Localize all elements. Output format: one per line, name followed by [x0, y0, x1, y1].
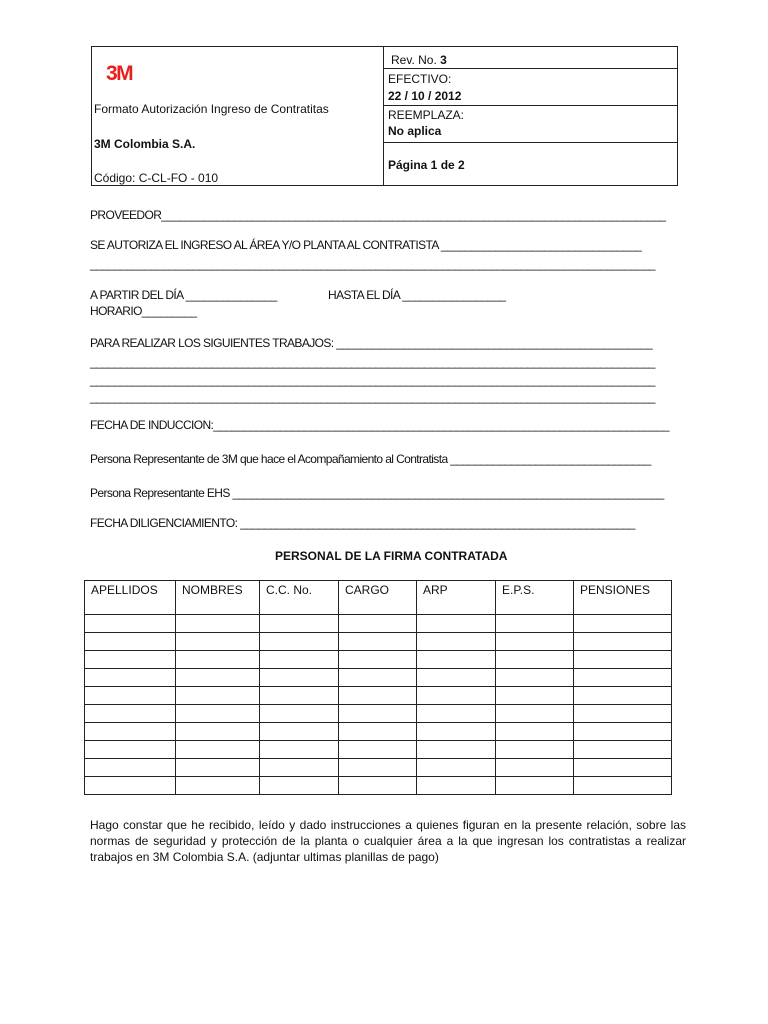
table-cell[interactable] — [339, 651, 417, 669]
table-cell[interactable] — [260, 777, 339, 795]
table-cell[interactable] — [176, 651, 260, 669]
table-cell[interactable] — [176, 723, 260, 741]
table-cell[interactable] — [176, 741, 260, 759]
table-cell[interactable] — [496, 633, 574, 651]
table-cell[interactable] — [417, 705, 496, 723]
table-cell[interactable] — [339, 633, 417, 651]
work-description-line[interactable]: _____________________________________________________________________________________________ — [90, 390, 655, 404]
contratista-field[interactable]: SE AUTORIZA EL INGRESO AL ÁREA Y/O PLANTA AL CONTRATISTA _________________________________ — [90, 238, 642, 252]
column-header: PENSIONES — [574, 581, 672, 615]
table-cell[interactable] — [574, 705, 672, 723]
schedule-field[interactable]: HORARIO_________ — [90, 304, 197, 318]
revision — [391, 53, 447, 67]
table-cell[interactable] — [417, 615, 496, 633]
table-header-row — [85, 581, 672, 615]
table-cell[interactable] — [496, 741, 574, 759]
table-cell[interactable] — [339, 687, 417, 705]
table-cell[interactable] — [574, 615, 672, 633]
table-cell[interactable] — [574, 633, 672, 651]
table-cell[interactable] — [574, 777, 672, 795]
end-date-field[interactable]: HASTA EL DÍA _________________ — [328, 288, 506, 302]
table-cell[interactable] — [85, 777, 176, 795]
table-cell[interactable] — [574, 759, 672, 777]
table-cell[interactable] — [496, 687, 574, 705]
table-row — [85, 741, 672, 759]
table-row — [85, 705, 672, 723]
certification-statement: Hago constar que he recibido, leído y dado instrucciones a quienes figuran en la presente relación, sobre las normas de seguridad y protección de la planta o cualquier área a la que ingresan los contratistas a realizar trabajos en 3M Colombia S.A. (adjuntar ultimas planillas de pago) — [90, 818, 686, 864]
table-cell[interactable] — [417, 723, 496, 741]
table-cell[interactable] — [260, 759, 339, 777]
table-cell[interactable] — [496, 759, 574, 777]
personnel-table — [84, 580, 672, 795]
table-cell[interactable] — [496, 723, 574, 741]
table-cell[interactable] — [260, 723, 339, 741]
table-cell[interactable] — [85, 633, 176, 651]
table-cell[interactable] — [176, 759, 260, 777]
table-cell[interactable] — [260, 615, 339, 633]
column-header: C.C. No. — [260, 581, 339, 615]
table-cell[interactable] — [176, 633, 260, 651]
table-cell[interactable] — [260, 687, 339, 705]
table-cell[interactable] — [496, 705, 574, 723]
work-description-line[interactable]: _____________________________________________________________________________________________ — [90, 355, 655, 369]
efectivo-date: 22 / 10 / 2012 — [388, 89, 462, 103]
table-row — [85, 723, 672, 741]
table-cell[interactable] — [85, 741, 176, 759]
table-cell[interactable] — [176, 777, 260, 795]
table-cell[interactable] — [496, 669, 574, 687]
company-name: 3M Colombia S.A. — [94, 137, 196, 151]
table-cell[interactable] — [176, 615, 260, 633]
table-cell[interactable] — [85, 705, 176, 723]
table-cell[interactable] — [417, 759, 496, 777]
start-date-field[interactable]: A PARTIR DEL DÍA _______________ — [90, 288, 277, 302]
table-row — [85, 669, 672, 687]
company-logo: 3M — [106, 62, 133, 85]
table-cell[interactable] — [339, 741, 417, 759]
table-cell[interactable] — [339, 615, 417, 633]
table-row — [85, 759, 672, 777]
table-cell[interactable] — [417, 741, 496, 759]
table-cell[interactable] — [574, 651, 672, 669]
form-code: Código: C-CL-FO - 010 — [94, 171, 219, 185]
column-header: E.P.S. — [496, 581, 574, 615]
table-cell[interactable] — [574, 669, 672, 687]
table-cell[interactable] — [496, 615, 574, 633]
table-cell[interactable] — [260, 633, 339, 651]
table-row — [85, 687, 672, 705]
header-box — [91, 46, 678, 186]
revision-value: 3 — [440, 53, 447, 67]
header-rule — [383, 68, 678, 69]
personnel-title: PERSONAL DE LA FIRMA CONTRATADA — [275, 549, 508, 563]
table-cell[interactable] — [85, 723, 176, 741]
table-cell[interactable] — [574, 723, 672, 741]
table-cell[interactable] — [496, 651, 574, 669]
table-cell[interactable] — [260, 651, 339, 669]
table-cell[interactable] — [176, 687, 260, 705]
work-description-field[interactable]: PARA REALIZAR LOS SIGUIENTES TRABAJOS: ____________________________________________________ — [90, 336, 653, 350]
column-header: CARGO — [339, 581, 417, 615]
table-row — [85, 615, 672, 633]
table-cell[interactable] — [339, 669, 417, 687]
table-cell[interactable] — [339, 777, 417, 795]
table-row — [85, 633, 672, 651]
table-cell[interactable] — [339, 705, 417, 723]
efectivo-label: EFECTIVO: — [388, 72, 452, 86]
table-cell[interactable] — [260, 705, 339, 723]
header-rule — [383, 142, 678, 143]
table-cell[interactable] — [85, 669, 176, 687]
proveedor-field[interactable]: PROVEEDOR___________________________________________________________________________________ — [90, 208, 666, 222]
table-cell[interactable] — [85, 651, 176, 669]
table-cell[interactable] — [176, 705, 260, 723]
table-cell[interactable] — [176, 669, 260, 687]
form-title: Formato Autorización Ingreso de Contratitas — [94, 102, 329, 116]
induction-date-field[interactable]: FECHA DE INDUCCION:___________________________________________________________________________ — [90, 418, 669, 432]
contratista-field-line[interactable]: _____________________________________________________________________________________________ — [90, 257, 655, 271]
representative-3m-field[interactable]: Persona Representante de 3M que hace el Acompañamiento al Contratista _________________________________ — [90, 452, 651, 466]
table-cell[interactable] — [574, 741, 672, 759]
filled-date-field[interactable]: FECHA DILIGENCIAMIENTO: _________________________________________________________________ — [90, 516, 635, 530]
revision-label: Rev. No. — [391, 53, 437, 67]
header-divider — [383, 46, 384, 186]
column-header: NOMBRES — [176, 581, 260, 615]
reemplaza-value: No aplica — [388, 124, 442, 138]
table-row — [85, 777, 672, 795]
table-cell[interactable] — [496, 777, 574, 795]
reemplaza-label: REEMPLAZA: — [388, 108, 465, 122]
table-cell[interactable] — [339, 759, 417, 777]
table-cell[interactable] — [417, 633, 496, 651]
column-header: APELLIDOS — [85, 581, 176, 615]
column-header: ARP — [417, 581, 496, 615]
table-cell[interactable] — [85, 759, 176, 777]
table-row — [85, 651, 672, 669]
table-cell[interactable] — [260, 669, 339, 687]
table-cell[interactable] — [85, 687, 176, 705]
table-cell[interactable] — [260, 741, 339, 759]
table-cell[interactable] — [417, 687, 496, 705]
page-number: Página 1 de 2 — [388, 158, 465, 172]
table-cell[interactable] — [85, 615, 176, 633]
work-description-line[interactable]: _____________________________________________________________________________________________ — [90, 373, 655, 387]
table-cell[interactable] — [417, 777, 496, 795]
table-cell[interactable] — [417, 669, 496, 687]
table-cell[interactable] — [339, 723, 417, 741]
table-cell[interactable] — [417, 651, 496, 669]
representative-ehs-field[interactable]: Persona Representante EHS _______________________________________________________________________ — [90, 486, 664, 500]
header-rule — [383, 105, 678, 106]
table-cell[interactable] — [574, 687, 672, 705]
